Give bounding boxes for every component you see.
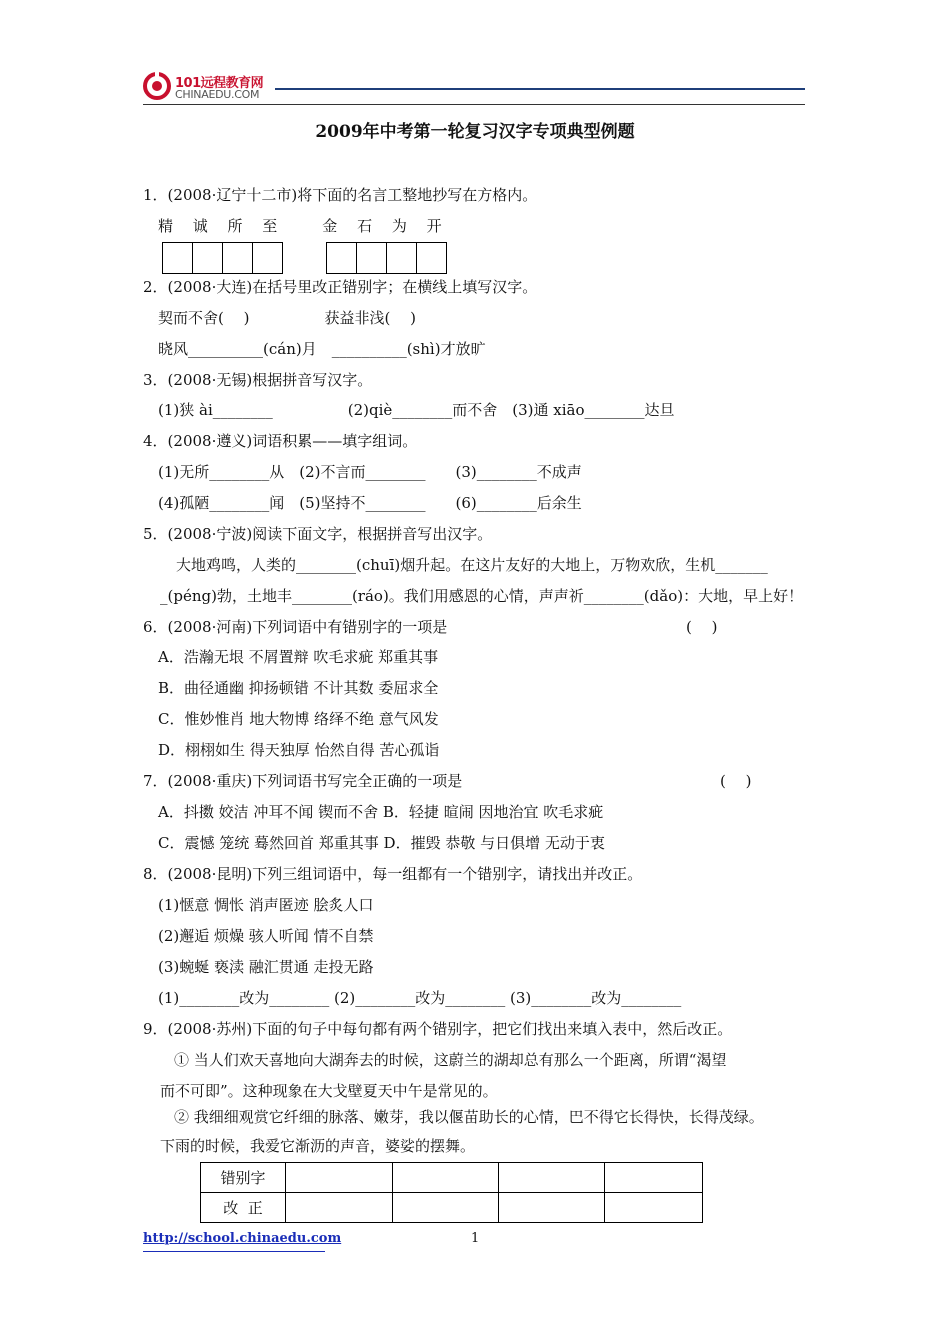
table-cell[interactable] xyxy=(499,1163,605,1193)
option-a: A．浩瀚无垠 不屑置辩 吹毛求疵 郑重其事 xyxy=(158,648,439,666)
question-8-group-1: (1)惬意 惆怅 消声匿迹 脍炙人口 xyxy=(158,896,374,914)
table-cell[interactable] xyxy=(499,1193,605,1223)
table-row xyxy=(201,1163,703,1193)
option-b: B．曲径通幽 抑扬顿错 不计其数 委屈求全 xyxy=(158,679,439,697)
table-cell[interactable] xyxy=(605,1193,703,1223)
table-cell[interactable] xyxy=(393,1193,499,1223)
question-8-group-3: (3)蜿蜒 亵渎 融汇贯通 走投无路 xyxy=(158,958,374,976)
question-5: 5．(2008·宁波)阅读下面文字，根据拼音写出汉字。 xyxy=(143,525,493,543)
question-4: 4．(2008·遵义)词语积累——填字组词。 xyxy=(143,432,418,450)
question-2: 2．(2008·大连)在括号里改正错别字；在横线上填写汉字。 xyxy=(143,278,538,296)
logo-emblem-icon xyxy=(143,72,171,100)
grid-cell[interactable] xyxy=(327,243,357,273)
chinaedu-logo xyxy=(143,70,278,104)
question-5-passage-2: _(péng)勃，土地丰________(ráo)。我们用感恩的心情，声声祈________(dǎo)：大地，早上好！ xyxy=(160,587,804,605)
options-ab: A．抖擞 姣洁 冲耳不闻 锲而不舍 B．轻捷 暄闹 因地治宜 吹毛求疵 xyxy=(158,803,604,821)
question-9-sentence-2: ② 我细细观赏它纤细的脉落、嫩芽，我以偃苗助长的心情，巴不得它长得快，长得茂绿。 xyxy=(174,1108,764,1126)
writing-grid-right[interactable] xyxy=(326,242,447,274)
page-number: 1 xyxy=(471,1231,480,1246)
question-3: 3．(2008·无锡)根据拼音写汉字。 xyxy=(143,371,373,389)
question-4-items-1: (1)无所________从 (2)不言而________ (3)________不成声 xyxy=(158,463,582,481)
question-3-items: (1)狭 ài________ (2)qiè________而不舍 (3)通 xiāo________达旦 xyxy=(158,401,675,419)
question-5-passage-1: 大地鸡鸣，人类的________(chuī)烟升起。在这片友好的大地上，万物欢欣，生机_______ xyxy=(176,556,768,574)
question-2-line-1: 契而不舍( ) 获益非浅( ) xyxy=(158,309,416,327)
footer-link[interactable]: http://school.chinaedu.com xyxy=(143,1231,342,1246)
header-divider xyxy=(143,104,805,105)
grid-cell[interactable] xyxy=(223,243,253,273)
answer-paren: ( ) xyxy=(720,772,752,790)
table-cell[interactable] xyxy=(393,1163,499,1193)
option-c: C．惟妙惟肖 地大物博 络绎不绝 意气风发 xyxy=(158,710,439,728)
grid-cell[interactable] xyxy=(193,243,223,273)
question-8-group-2: (2)邂逅 烦燥 骇人听闻 情不自禁 xyxy=(158,927,374,945)
question-4-items-2: (4)孤陋________闻 (5)坚持不________ (6)________后余生 xyxy=(158,494,582,512)
question-7: 7．(2008·重庆)下列词语书写完全正确的一项是 xyxy=(143,772,463,790)
table-row-label: 改 正 xyxy=(201,1193,286,1223)
question-9-sentence-1: ① 当人们欢天喜地向大湖奔去的时候，这蔚兰的湖却总有那么一个距离，所谓“渴望 xyxy=(174,1051,727,1069)
question-9-sentence-2-cont: 下雨的时候，我爱它渐沥的声音，婆娑的摆舞。 xyxy=(160,1137,476,1155)
grid-cell[interactable] xyxy=(387,243,417,273)
writing-grid-left[interactable] xyxy=(162,242,283,274)
answer-table xyxy=(200,1162,703,1223)
table-cell[interactable] xyxy=(286,1163,393,1193)
question-9-sentence-1-cont: 而不可即”。这种现象在大戈壁夏天中午是常见的。 xyxy=(160,1082,498,1100)
grid-cell[interactable] xyxy=(417,243,446,273)
grid-cell[interactable] xyxy=(357,243,387,273)
logo-text: 101远程教育网 xyxy=(175,76,264,91)
question-8-answers: (1)________改为________ (2)________改为________ (3)________改为________ xyxy=(158,989,682,1007)
question-9: 9．(2008·苏州)下面的句子中每句都有两个错别字，把它们找出来填入表中，然后改正。 xyxy=(143,1020,733,1038)
option-d: D．栩栩如生 得天独厚 怡然自得 苦心孤诣 xyxy=(158,741,440,759)
options-cd: C．震憾 笼统 蓦然回首 郑重其事 D．摧毁 恭敬 与日俱增 无动于衷 xyxy=(158,834,605,852)
table-cell[interactable] xyxy=(605,1163,703,1193)
table-cell[interactable] xyxy=(286,1193,393,1223)
question-8: 8．(2008·昆明)下列三组词语中，每一组都有一个错别字，请找出并改正。 xyxy=(143,865,643,883)
page-title: 2009年中考第一轮复习汉字专项典型例题 xyxy=(315,122,635,142)
header-rule xyxy=(275,88,805,90)
answer-paren: ( ) xyxy=(686,618,718,636)
question-2-line-2: 晓风__________(cán)月 __________(shì)才放旷 xyxy=(158,340,486,358)
grid-cell[interactable] xyxy=(163,243,193,273)
grid-cell[interactable] xyxy=(253,243,282,273)
logo-domain: CHINAEDU.COM xyxy=(175,88,260,101)
table-row-label: 错别字 xyxy=(201,1163,286,1193)
table-row xyxy=(201,1193,703,1223)
proverb-characters: 精 诚 所 至 金 石 为 开 xyxy=(158,217,442,235)
question-6: 6．(2008·河南)下列词语中有错别字的一项是 xyxy=(143,618,448,636)
footer-divider xyxy=(143,1251,325,1252)
question-1: 1．(2008·辽宁十二市)将下面的名言工整地抄写在方格内。 xyxy=(143,186,538,204)
